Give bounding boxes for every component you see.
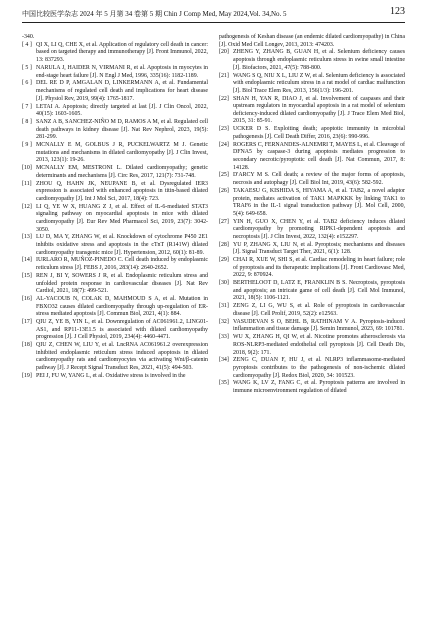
reference-text: WANG K, LV Z, FANG C, et al. Pyroptosis patterns are involved in immune microenvironment regulation of dilated <box>233 380 405 395</box>
reference-text: MCNALLY EM, MESTRONI L. Dilated cardiomyopathy; genetic determinants and mechanisms [J]. Circ Res, 2017, 121(7): 731-748. <box>36 165 208 179</box>
reference-text: D'ARCY M S. Cell death; a review of the major forms of apoptosis, necrosis and autophagy [J]. Cell Biol Int, 2019, 43(6): 582-592. <box>233 172 405 187</box>
reference-entry <box>219 49 405 72</box>
reference-number: [17] <box>22 319 32 326</box>
reference-number: [13] <box>22 234 32 241</box>
page-header <box>22 6 405 23</box>
reference-text: MCNALLY E M, GOLBUS J R, PUCKELWARTZ M J. Genetic mutations and mechanisms in dilated cardiomyopathy [J]. J Clin Invest, 2013, 123(1): 19-26. <box>36 142 208 164</box>
reference-entry <box>219 34 405 49</box>
reference-entry <box>22 104 208 119</box>
reference-text: PEI J, FU W, YANG L, et al. Oxidative stress is involved in the <box>36 372 186 379</box>
reference-entry <box>22 165 208 180</box>
reference-number: [32] <box>219 318 229 325</box>
reference-number: [10] <box>22 165 32 172</box>
reference-text: LU D, MA Y, ZHANG W, et al. Knockdown of cytochrome P450 2E1 inhibits oxidative stress and apoptosis in the cTnT (R141W) dilated cardiomyopathy transgenic mice [J]. Hypertension, 2012, 60(1): 81-89. <box>36 234 208 256</box>
reference-entry <box>219 73 405 96</box>
reference-entry <box>219 188 405 218</box>
reference-number: [19] <box>22 372 32 379</box>
reference-entry <box>22 373 208 381</box>
reference-entry <box>219 219 405 242</box>
reference-entry <box>22 204 208 234</box>
reference-number: [22] <box>219 95 229 102</box>
reference-text: LETAI A. Apoptosis; directly targeted at last [J]. J Clin Oncol, 2022, 40(15): 1603-1605. <box>36 103 208 118</box>
reference-entry <box>219 380 405 395</box>
reference-number: [33] <box>219 334 229 341</box>
reference-entry <box>22 80 208 103</box>
reference-entry <box>219 280 405 303</box>
reference-entry <box>219 357 405 380</box>
reference-entry <box>22 342 208 372</box>
reference-text: YIN H, GUO X, CHEN Y, et al. TAB2 deficiency induces dilated cardiomyopathy by promoting RIPK1-dependent apoptosis and necroptosis [J]. J Clin Invest, 2022, 132(4): e152297. <box>233 218 405 240</box>
reference-number: [ 4 ] <box>22 41 32 48</box>
reference-number: [34] <box>219 357 229 364</box>
reference-entry <box>219 303 405 318</box>
reference-number: [23] <box>219 126 229 133</box>
references-left-column <box>22 34 208 381</box>
reference-text: SANZ A B, SANCHEZ-NIÑO M D, RAMOS A M, et al. Regulated cell death pathways in kidney disease [J]. Nat Rev Nephrol, 2023, 19(5): 281-299. <box>36 119 208 141</box>
reference-text: REN J, BI Y, SOWERS J R, et al. Endoplasmic reticulum stress and unfolded protein response in cardiovascular diseases [J]. Nat Rev Cardiol, 2021, 18(7): 499-521. <box>36 272 208 295</box>
journal-running-head: 中国比较医学杂志 2024 年 5 月第 34 卷第 5 期 Chin J Comp Med, May 2024,Vol. 34,No. 5 <box>22 10 287 18</box>
reference-entry <box>22 257 208 272</box>
reference-text: YU P, ZHANG X, LIU N, et al. Pyroptosis; mechanisms and diseases [J]. Signal Transduct Target Ther, 2021, 6(1): 128. <box>233 241 405 256</box>
reference-number: [ 5 ] <box>22 64 32 71</box>
reference-number: [20] <box>219 49 229 56</box>
reference-entry <box>22 142 208 165</box>
reference-text: WANG S Q, NIU X L, LIU Z W, et al. Selenium deficiency is associated with endoplasmic reticulum stress in a rat model of cardiac malfunction [J]. Biol Trace Elem Res, 2013, 156(1/3): 196-201. <box>233 72 405 94</box>
reference-entry <box>22 181 208 204</box>
reference-entry <box>22 34 208 42</box>
reference-entry <box>22 42 208 65</box>
reference-entry <box>219 242 405 257</box>
reference-number: [35] <box>219 380 229 387</box>
reference-text: SHAN H, YAN R, DIAO J, et al. Involvement of caspases and their upstream regulators in myocardial apoptosis in a rat model of selenium deficiency-induced dilated cardiomyopathy [J]. J Trace Elem Med Biol, 2015, 31: 85-91. <box>233 95 405 125</box>
reference-number: [12] <box>22 203 32 210</box>
reference-number: [27] <box>219 218 229 225</box>
reference-text: ROGERS C, FERNANDES-ALNEMRI T, MAYES L, et al. Cleavage of DFNA5 by caspase-3 during apoptosis mediates progression to secondary necrotic/pyroptotic cell death [J]. Nat Commun, 2017, 8: 14128. <box>233 141 405 171</box>
reference-number: [14] <box>22 257 32 264</box>
reference-entry <box>219 126 405 141</box>
reference-number: [ 8 ] <box>22 119 32 126</box>
reference-entry <box>219 319 405 334</box>
reference-entry <box>219 334 405 357</box>
reference-text: ZENG Z, LI G, WU S, et al. Role of pyroptosis in cardiovascular disease [J]. Cell Prolif, 2019, 52(2): e12563. <box>233 303 405 317</box>
reference-text: pathogenesis of Keshan disease (an endemic dilated cardiomyopathy) in China [J]. Oxid Med Cell Longev, 2013, 2013: 474203. <box>219 34 405 48</box>
reference-text: BERTHELOOT D, LATZ E, FRANKLIN B S. Necroptosis, pyroptosis and apoptosis; an intricate game of cell death [J]. Cell Mol Immunol, 2021, 18(5): 1106-1121. <box>233 280 405 302</box>
reference-text: QI X, LI Q, CHE X, et al. Application of regulatory cell death in cancer: based on targeted therapy and immunotherapy [J]. Front Immunol, 2022, 13: 837293. <box>36 41 208 64</box>
references-right-column <box>219 34 405 396</box>
reference-number: [29] <box>219 257 229 264</box>
reference-entry <box>22 119 208 142</box>
reference-entry <box>219 172 405 187</box>
reference-text: IURLARO R, MUÑOZ-PINEDO C. Cell death induced by endoplasmic reticulum stress [J]. FEBS J, 2016, 283(14): 2640-2652. <box>36 257 208 272</box>
reference-number: [21] <box>219 72 229 79</box>
reference-number: [24] <box>219 141 229 148</box>
reference-number: [31] <box>219 303 229 310</box>
reference-number: [30] <box>219 280 229 287</box>
reference-text: VASUDEVAN S O, BEHL B, RATHINAM V A. Pyroptosis-induced inflammation and tissue damage [J]. Semin Immunol, 2023, 69: 101781. <box>233 318 405 333</box>
reference-entry <box>219 142 405 172</box>
reference-entry <box>219 257 405 280</box>
reference-text: LI Q, YE W X, HUANG Z J, et al. Effect of IL-6-mediated STAT3 signaling pathway on myocardial apoptosis in mice with dilated cardiomyopathy [J]. Eur Rev Med Pharmacol Sci, 2019, 23(7): 3042-3050. <box>36 203 208 233</box>
reference-text: AL-YACOUB N, COLAK D, MAHMOUD S A, et al. Mutation in FBXO32 causes dilated cardiomyopathy through up-regulation of ER-stress mediated apoptosis [J]. Commun Biol, 2021, 4(1): 884. <box>36 296 208 318</box>
reference-number: [16] <box>22 296 32 303</box>
reference-text: -340. <box>22 34 35 40</box>
reference-number: [ 6 ] <box>22 80 32 87</box>
reference-number: [26] <box>219 187 229 194</box>
reference-entry <box>22 319 208 342</box>
reference-number: [11] <box>22 180 32 187</box>
page-number: 123 <box>390 6 405 17</box>
reference-text: ZHENG Y, ZHANG B, GUAN H, et al. Selenium deficiency causes apoptosis through endoplasmic reticulum stress in swine small intestine [J]. Biofactors, 2021, 47(5): 788-800. <box>233 49 405 71</box>
reference-number: [25] <box>219 172 229 179</box>
reference-text: ZENG C, DUAN F, HU J, et al. NLRP3 inflammasome-mediated pyroptosis contributes to the pathogenesis of non-ischemic dilated cardiomyopathy [J]. Redox Biol, 2020, 34: 101523. <box>233 357 405 379</box>
reference-number: [18] <box>22 342 32 349</box>
reference-text: NARULA J, HAIDER N, VIRMANI R, et al. Apoptosis in myocytes in end-stage heart failure [J]. N Engl J Med, 1996, 335(16): 1182-1189. <box>36 64 208 79</box>
reference-entry <box>219 96 405 126</box>
reference-number: [15] <box>22 272 32 279</box>
reference-text: UCKER D S. Exploiting death; apoptotic immunity in microbial pathogenesis [J]. Cell Death Differ, 2016, 23(6): 990-996. <box>233 126 405 140</box>
reference-text: WU X, ZHANG H, QI W, et al. Nicotine promotes atherosclerosis via ROS-NLRP3-mediated endothelial cell pyroptosis [J]. Cell Death Dis, 2018, 9(2): 171. <box>233 334 405 356</box>
reference-entry <box>22 296 208 319</box>
reference-entry <box>22 234 208 257</box>
reference-entry <box>22 65 208 80</box>
reference-text: QIU Z, CHEN W, LIU Y, et al. LncRNA AC061961.2 overexpression inhibited endoplasmic reticulum stress induced apoptosis in dilated cardiomyopathy rats and cardiomyocytes via activating Wnt/β-catenin pathway [J]. J Recept Signal Transduct Res, 2021, 41(5): 494-503. <box>36 342 208 371</box>
reference-text: CHAI R, XUE W, SHI S, et al. Cardiac remodeling in heart failure; role of pyroptosis and its therapeutic implications [J]. Front Cardiovasc Med, 2022, 9: 870924. <box>233 257 405 279</box>
reference-number: [28] <box>219 241 229 248</box>
reference-text: TAKAESU G, KISHIDA S, HIYAMA A, et al. TAB2, a novel adaptor protein, mediates activation of TAK1 MAPKKK by linking TAK1 to TRAF6 in the IL-1 signal transduction pathway [J]. Mol Cell, 2000, 5(4): 649-658. <box>233 187 405 217</box>
reference-entry <box>22 273 208 296</box>
reference-text: ZHOU Q, HAHN JK, NEUPANE B, et al. Dysregulated IER3 expression is associated with enhanced apoptosis in titin-based dilated cardiomyopathy [J]. Int J Mol Sci, 2017, 18(4): 723. <box>36 180 208 202</box>
reference-number: [ 9 ] <box>22 142 32 149</box>
reference-text: QIU Z, YE B, YIN L, et al. Downregulation of AC061961.2, LING01-AS1, and RP11-13E1.5 is associated with dilated cardiomyopathy progression [J]. J Cell Physiol, 2019, 234(4): 4460-4471. <box>36 319 208 341</box>
reference-number: [ 7 ] <box>22 103 32 110</box>
reference-text: DEL RE D P, AMGALAN D, LINKERMANN A, et al. Fundamental mechanisms of regulated cell death and implications for heart disease [J]. Physiol Rev, 2019, 99(4): 1765-1817. <box>36 80 208 102</box>
